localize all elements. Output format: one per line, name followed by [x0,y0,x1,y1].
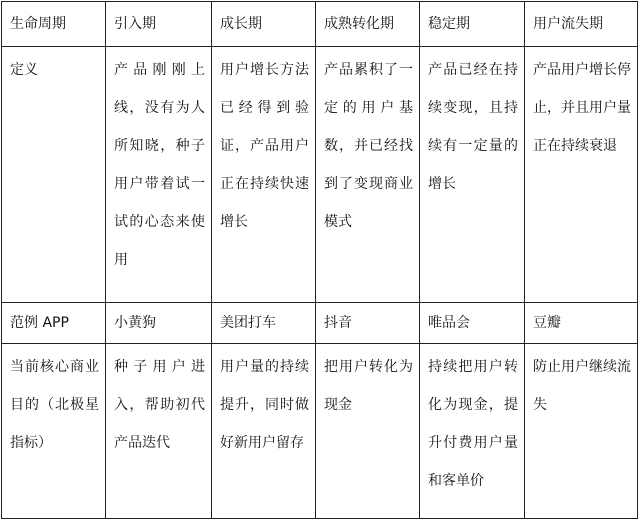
cell-app-stable: 唯品会 [420,303,525,344]
table-row-example-app [2,303,638,344]
cell-app-maturity: 抖音 [316,303,420,344]
cell-definition-introduction: 产品刚刚上线，没有为人所知晓，种子用户带着试一试的心态来使用 [106,47,212,303]
table-row-definition [2,47,638,303]
header-maturity-stage: 成熟转化期 [316,2,420,47]
cell-goal-stable: 持续把用户转化为现金，提升付费用户量和客单价 [420,344,525,519]
cell-goal-introduction: 种子用户进入，帮助初代产品迭代 [106,344,212,519]
row-label-core-goal: 当前核心商业目的（北极星指标） [2,344,106,519]
cell-definition-growth: 用户增长方法已经得到验证，产品用户正在持续快速增长 [212,47,316,303]
cell-goal-churn: 防止用户继续流失 [525,344,638,519]
header-stable-stage: 稳定期 [420,2,525,47]
header-introduction-stage: 引入期 [106,2,212,47]
cell-goal-growth: 用户量的持续提升，同时做好新用户留存 [212,344,316,519]
header-churn-stage: 用户流失期 [525,2,638,47]
header-lifecycle: 生命周期 [2,2,106,47]
table-row-core-goal [2,344,638,519]
row-label-definition: 定义 [2,47,106,303]
header-growth-stage: 成长期 [212,2,316,47]
cell-app-growth: 美团打车 [212,303,316,344]
cell-definition-maturity: 产品累积了一定的用户基数，并已经找到了变现商业模式 [316,47,420,303]
lifecycle-table [1,1,638,519]
cell-goal-maturity: 把用户转化为现金 [316,344,420,519]
cell-definition-stable: 产品已经在持续变现，且持续有一定量的增长 [420,47,525,303]
row-label-example-app: 范例 APP [2,303,106,344]
cell-app-churn: 豆瓣 [525,303,638,344]
cell-app-introduction: 小黄狗 [106,303,212,344]
cell-definition-churn: 产品用户增长停止，并且用户量正在持续衰退 [525,47,638,303]
table-header-row [2,2,638,47]
